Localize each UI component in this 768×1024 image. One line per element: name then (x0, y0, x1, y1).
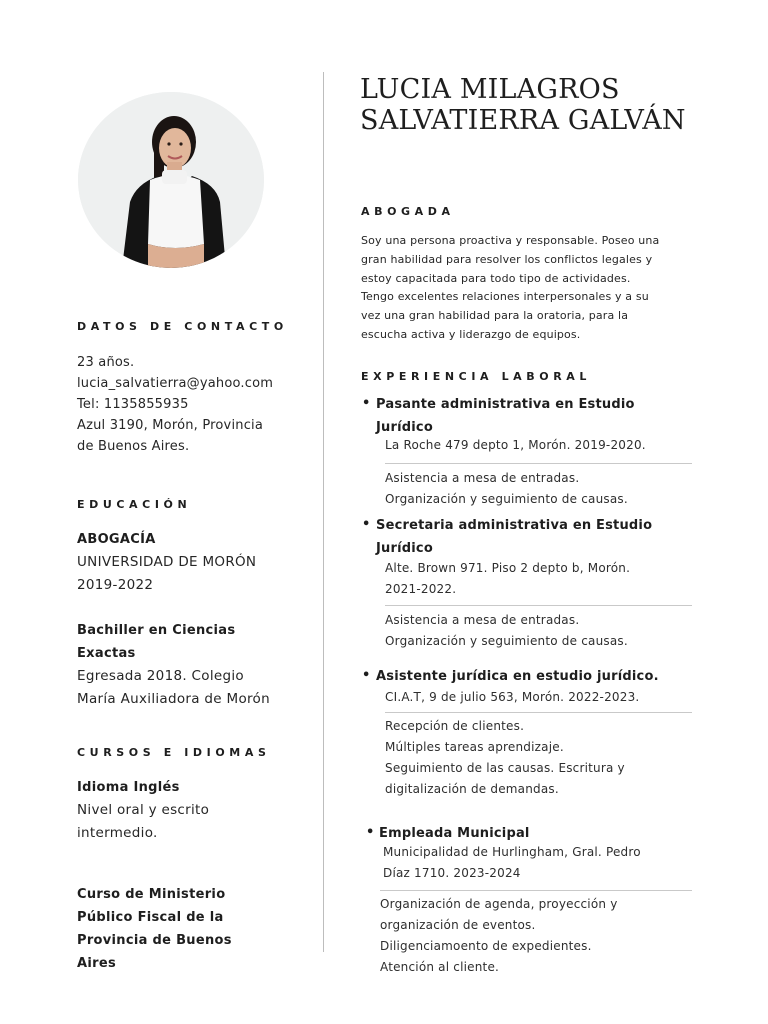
job-4-description: Organización de agenda, proyección y organización de eventos. Diligenciamoento de expedientes. Atención al cliente. (380, 897, 618, 974)
job-3-location: CI.A.T, 9 de julio 563, Morón. 2022-2023. (385, 690, 640, 704)
course-english-details: Nivel oral y escrito intermedio. (77, 802, 210, 841)
profile-heading: ABOGADA (361, 205, 455, 218)
courses-heading: CURSOS E IDIOMAS (77, 746, 271, 759)
experience-heading: EXPERIENCIA LABORAL (361, 370, 592, 383)
column-divider (323, 72, 324, 952)
contact-details (77, 352, 273, 457)
bullet-icon: • (362, 396, 371, 411)
job-2-location: Alte. Brown 971. Piso 2 depto b, Morón. 2021-2022. (385, 561, 631, 596)
job-1-separator (385, 463, 692, 464)
name-line-2: SALVATIERRA GALVÁN (360, 105, 686, 136)
contact-heading: DATOS DE CONTACTO (77, 320, 288, 333)
job-4-separator (380, 890, 692, 891)
course-english-title: Idioma Inglés (77, 780, 180, 795)
education-heading: EDUCACIÓN (77, 498, 192, 511)
person-portrait-icon (78, 92, 264, 268)
contact-phone[interactable]: Tel: 1135855935 (77, 397, 189, 412)
bullet-icon: • (362, 517, 371, 532)
job-4-location: Municipalidad de Hurlingham, Gral. Pedro Díaz 1710. 2023-2024 (383, 845, 641, 880)
education-degree-title: ABOGACÍA (77, 532, 156, 547)
contact-age: 23 años. (77, 355, 135, 370)
job-1-description: Asistencia a mesa de entradas. Organización y seguimiento de causas. (385, 471, 628, 506)
profile-summary: Soy una persona proactiva y responsable. Poseo una gran habilidad para resolver los conflictos legales y estoy capacitada para todo tipo de actividades. Tengo excelentes relaciones interpersonales y a su vez una gran habilidad para la oratoria, para la escucha activa y liderazgo de equipos. (361, 234, 660, 341)
education-school-title: Bachiller en Ciencias Exactas (77, 623, 236, 661)
bullet-icon: • (362, 668, 371, 683)
job-3-description: Recepción de clientes. Múltiples tareas aprendizaje. Seguimiento de las causas. Escritura y digitalización de demandas. (385, 719, 625, 796)
course-ministry-title: Curso de Ministerio Público Fiscal de la Provincia de Buenos Aires (77, 887, 232, 971)
name-line-1: LUCIA MILAGROS (360, 74, 620, 105)
candidate-name (360, 74, 740, 136)
education-degree-details: UNIVERSIDAD DE MORÓN 2019-2022 (77, 554, 257, 593)
job-1-title: Pasante administrativa en Estudio Jurídico (376, 397, 635, 435)
job-4-title: Empleada Municipal (379, 826, 530, 841)
bullet-icon: • (366, 825, 375, 840)
job-2-description: Asistencia a mesa de entradas. Organización y seguimiento de causas. (385, 613, 628, 648)
job-1-location: La Roche 479 depto 1, Morón. 2019-2020. (385, 438, 646, 452)
education-school-details: Egresada 2018. Colegio María Auxiliadora de Morón (77, 668, 270, 707)
job-2-title: Secretaria administrativa en Estudio Jurídico (376, 518, 653, 556)
contact-address-line2: de Buenos Aires. (77, 439, 190, 454)
profile-photo (78, 92, 264, 268)
contact-email[interactable]: lucia_salvatierra@yahoo.com (77, 376, 274, 391)
job-2-separator (385, 605, 692, 606)
job-3-title: Asistente jurídica en estudio jurídico. (376, 669, 659, 684)
contact-address-line1: Azul 3190, Morón, Provincia (77, 418, 264, 433)
job-3-separator (385, 712, 692, 713)
